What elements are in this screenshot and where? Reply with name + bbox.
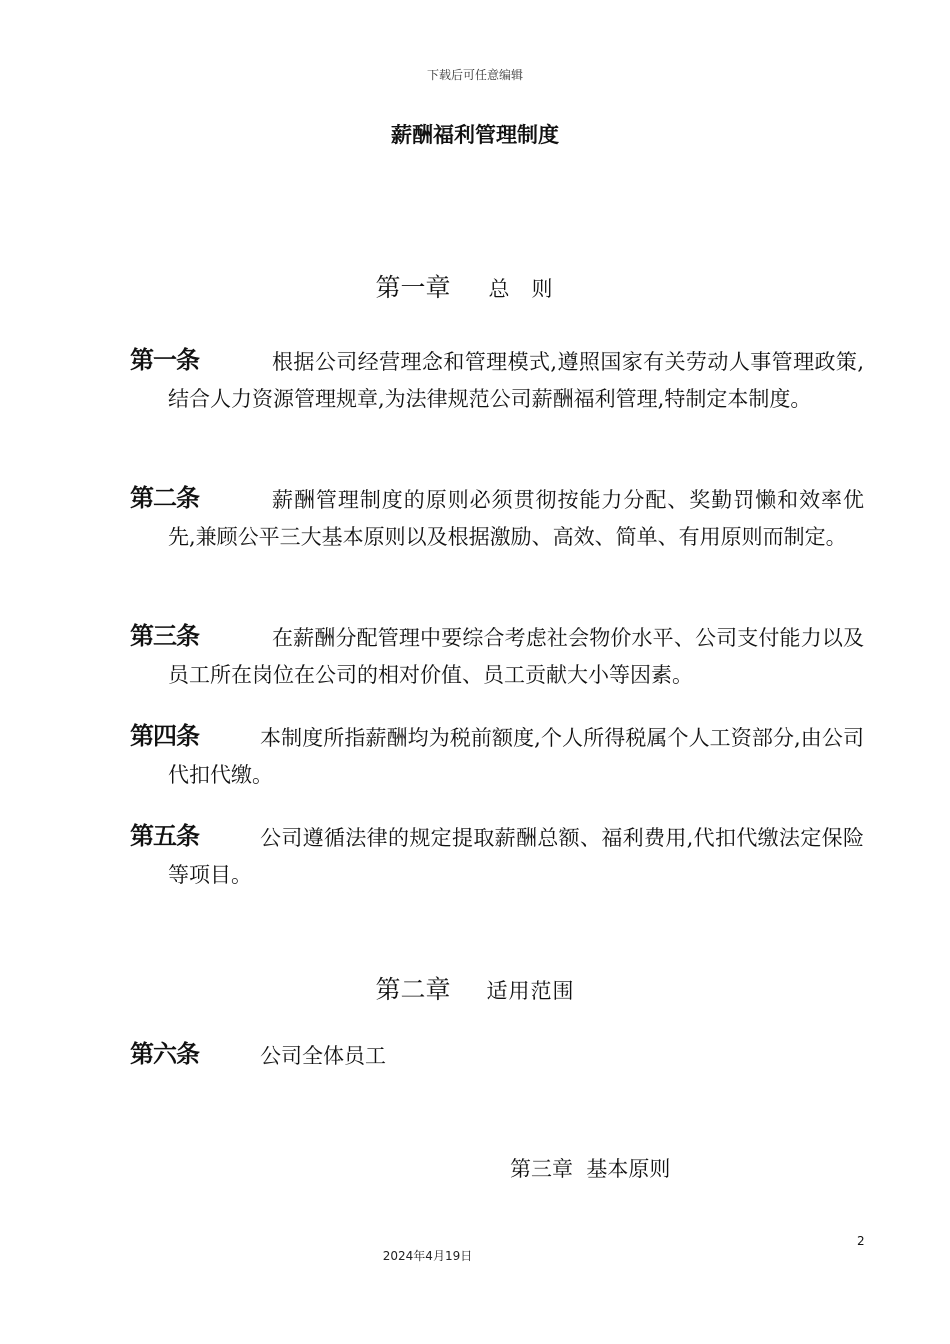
article-4	[130, 720, 864, 793]
chapter-heading-3	[510, 1153, 670, 1183]
article-label: 第六条	[130, 1040, 199, 1068]
chapter-name: 基本原则	[586, 1157, 671, 1181]
chapter-heading-1	[0, 268, 950, 304]
article-6	[130, 1038, 864, 1075]
header-note: 下载后可任意编辑	[426, 68, 523, 82]
article-text: 在薪酬分配管理中要综合考虑社会物价水平、公司支付能力以及员工所在岗位在公司的相对价值、员工贡献大小等因素。	[168, 626, 864, 687]
chapter-number: 第二章	[375, 975, 451, 1004]
chapter-name: 总则	[488, 277, 575, 301]
article-text: 本制度所指薪酬均为税前额度,个人所得税属个人工资部分,由公司代扣代缴。	[168, 726, 864, 787]
document-title: 薪酬福利管理制度	[391, 123, 559, 147]
chapter-number: 第三章	[510, 1157, 573, 1181]
chapter-number: 第一章	[375, 273, 451, 302]
article-label: 第五条	[130, 822, 199, 850]
article-2	[130, 482, 864, 555]
article-text: 公司全体员工	[260, 1044, 386, 1068]
article-1	[130, 344, 864, 417]
article-text: 公司遵循法律的规定提取薪酬总额、福利费用,代扣代缴法定保险等项目。	[168, 826, 864, 887]
footer-date: 2024年4月19日	[382, 1249, 473, 1263]
article-5	[130, 820, 864, 893]
article-text: 薪酬管理制度的原则必须贯彻按能力分配、奖勤罚懒和效率优先,兼顾公平三大基本原则以及根据激励、高效、简单、有用原则而制定。	[168, 488, 864, 549]
chapter-heading-2	[0, 970, 950, 1006]
article-3	[130, 620, 864, 693]
article-label: 第二条	[130, 484, 199, 512]
article-label: 第三条	[130, 622, 199, 650]
article-label: 第四条	[130, 722, 199, 750]
page-number: 2	[857, 1234, 865, 1248]
article-text: 根据公司经营理念和管理模式,遵照国家有关劳动人事管理政策,结合人力资源管理规章,为法律规范公司薪酬福利管理,特制定本制度。	[168, 350, 864, 411]
article-label: 第一条	[130, 346, 199, 374]
chapter-name: 适用范围	[486, 979, 575, 1003]
